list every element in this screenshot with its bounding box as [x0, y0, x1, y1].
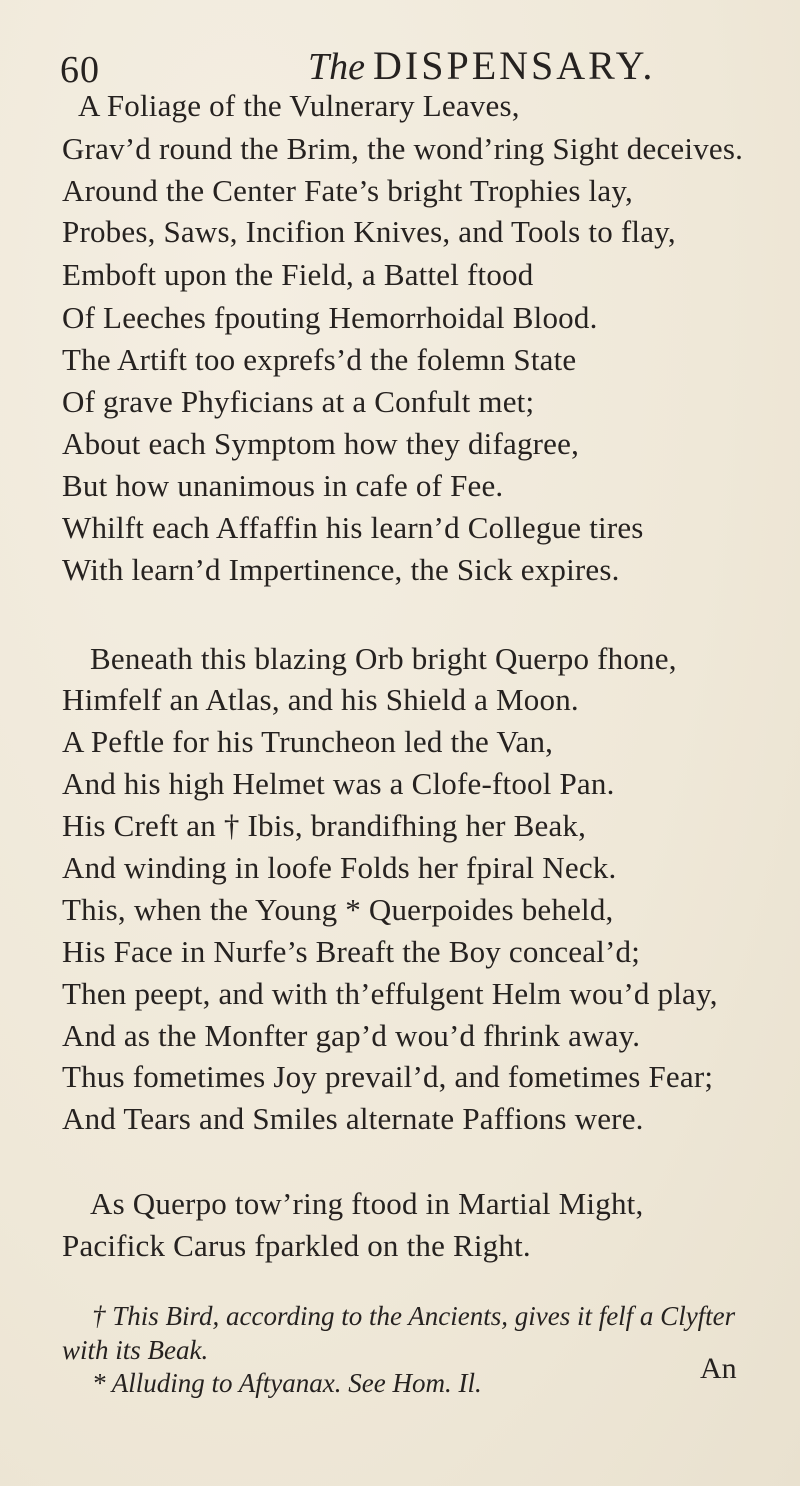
verse-line: And winding in loofe Folds her fpiral Neck.	[62, 850, 617, 885]
verse-line: Probes, Saws, Incifion Knives, and Tools to flay,	[62, 214, 676, 249]
verse-line: A Peftle for his Truncheon led the Van,	[62, 724, 554, 759]
verse-line: Beneath this blazing Orb bright Querpo fhone,	[90, 641, 677, 676]
running-title-main: DISPENSARY.	[373, 43, 656, 88]
verse-line: With learn’d Impertinence, the Sick expires.	[62, 552, 620, 587]
verse-line: His Creft an † Ibis, brandifhing her Beak,	[62, 808, 587, 843]
verse-line: This, when the Young * Querpoides beheld,	[62, 892, 614, 927]
verse-line: The Artift too exprefs’d the folemn State	[62, 342, 577, 377]
verse-line: About each Symptom how they difagree,	[62, 426, 580, 461]
page-number: 60	[60, 49, 100, 91]
verse-line: Of Leeches fpouting Hemorrhoidal Blood.	[62, 300, 598, 335]
verse-line: And Tears and Smiles alternate Paffions were.	[62, 1101, 644, 1136]
footnote-astyanax: * Alluding to Aftyanax. See Hom. Il.	[92, 1368, 482, 1398]
verse-line: And his high Helmet was a Clofe-ftool Pan.	[62, 766, 615, 801]
verse-line: Pacifick Carus fparkled on the Right.	[62, 1228, 531, 1263]
running-header	[60, 42, 780, 92]
verse-line: His Face in Nurfe’s Breaft the Boy conceal’d;	[62, 934, 641, 969]
verse-line: Around the Center Fate’s bright Trophies lay,	[62, 173, 633, 208]
catchword: An	[700, 1352, 737, 1385]
verse-line: Grav’d round the Brim, the wond’ring Sight deceives.	[62, 131, 744, 166]
running-title	[308, 42, 655, 89]
running-title-the: The	[308, 46, 365, 88]
verse-line: But how unanimous in cafe of Fee.	[62, 468, 504, 503]
verse-line: Of grave Phyficians at a Confult met;	[62, 384, 535, 419]
footnote-ibis-continued: with its Beak.	[62, 1335, 209, 1365]
footnote-ibis: † This Bird, according to the Ancients, gives it felf a Clyfter	[92, 1301, 736, 1331]
verse-line: And as the Monfter gap’d wou’d fhrink away.	[62, 1018, 641, 1053]
verse-line: A Foliage of the Vulnerary Leaves,	[78, 88, 520, 123]
verse-line: Thus fometimes Joy prevail’d, and fometimes Fear;	[62, 1059, 714, 1094]
verse-line: Whilft each Affaffin his learn’d Collegue tires	[62, 510, 644, 545]
verse-line: Himfelf an Atlas, and his Shield a Moon.	[62, 682, 579, 717]
verse-line: Then peept, and with th’effulgent Helm wou’d play,	[62, 976, 718, 1011]
verse-line: As Querpo tow’ring ftood in Martial Might,	[90, 1186, 644, 1221]
verse-line: Emboft upon the Field, a Battel ftood	[62, 257, 534, 292]
